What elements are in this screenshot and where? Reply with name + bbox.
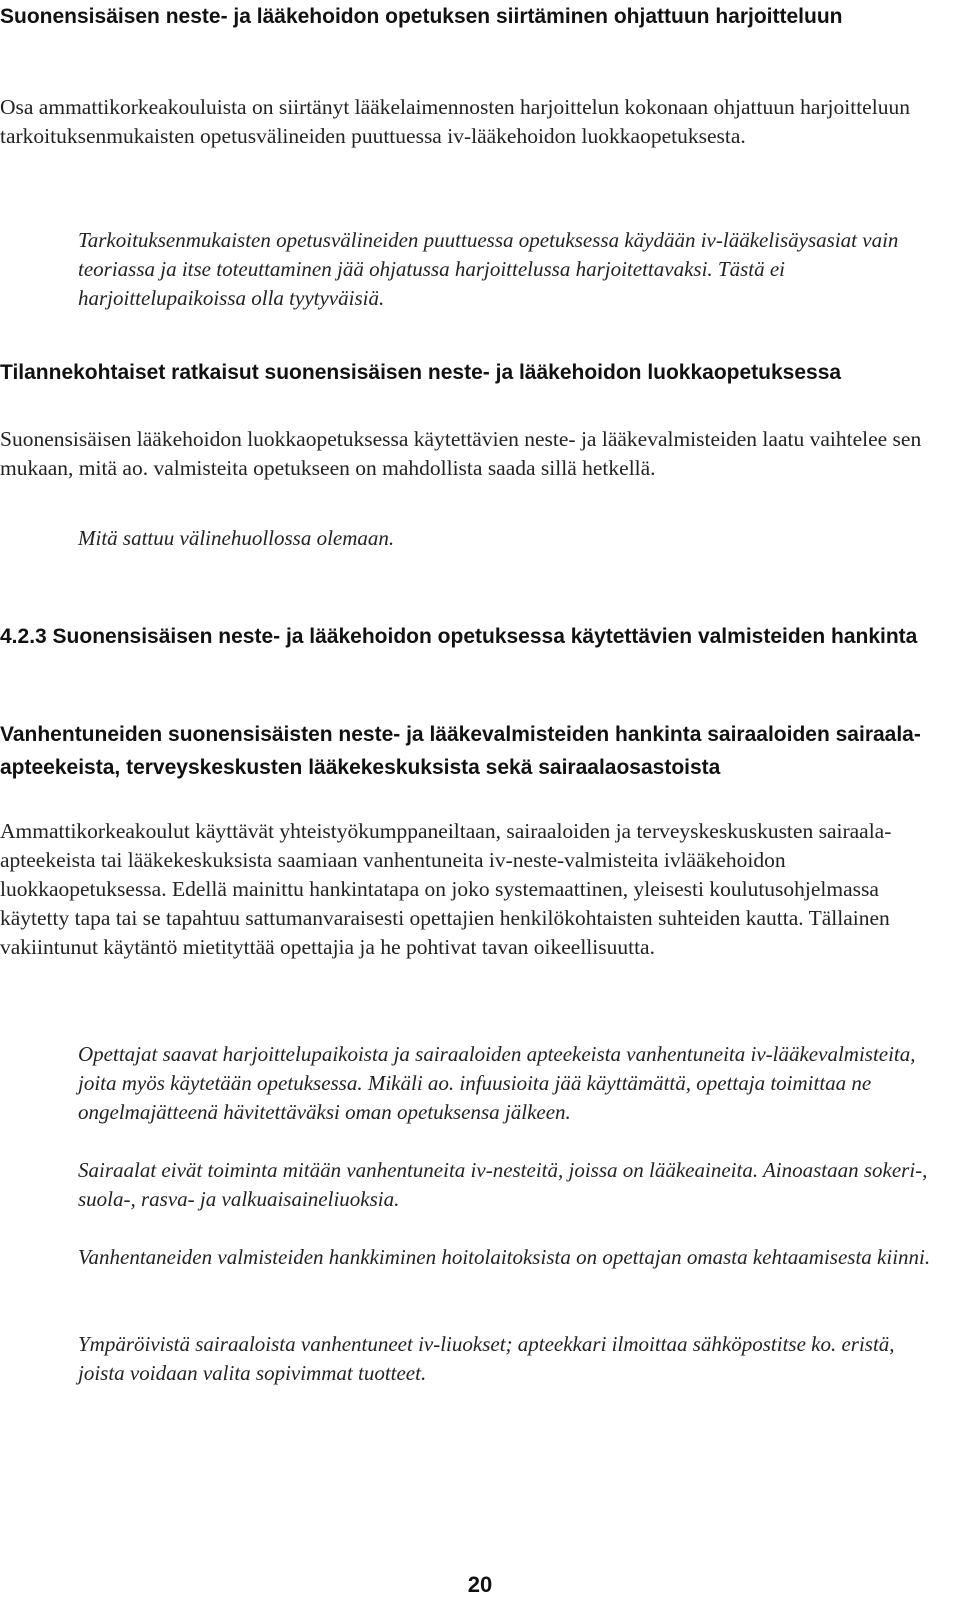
quote-paragraph: Mitä sattuu välinehuollossa olemaan. — [78, 526, 395, 550]
section-heading: Tilannekohtaiset ratkaisut suonensisäisen neste- ja lääkehoidon luokkaopetuksessa — [0, 361, 842, 384]
body-paragraph: Suonensisäisen lääkehoidon luokkaopetuksessa käytettävien neste- ja lääkevalmisteiden laatu vaihtelee sen mukaan, mitä ao. valmisteita opetukseen on mahdollista saada sillä hetkellä. — [0, 427, 922, 480]
quote-paragraph: Ympäröivistä sairaaloista vanhentuneet iv-liuokset; apteekkari ilmoittaa sähköpostitse ko. eristä, joista voidaan valita sopivimmat tuotteet. — [78, 1332, 895, 1385]
quote-paragraph: Vanhentaneiden valmisteiden hankkiminen hoitolaitoksista on opettajan omasta kehtaamisesta kiinni. — [78, 1245, 931, 1269]
body-paragraph: Ammattikorkeakoulut käyttävät yhteistyökumppaneiltaan, sairaaloiden ja terveyskeskuskusten sairaala-apteekeista tai lääkekeskuksista saamiaan vanhentuneita iv-neste-valmisteita ivlääkehoidon luokkaopetuksessa. Edellä mainittu hankintatapa on joko systemaattinen, yleisesti koulutusohjelmassa käytetty tapa tai se tapahtuu sattumanvaraisesti opettajien henkilökohtaisten suhteiden kautta. Tällainen vakiintunut käytäntö mietityttää opettajia ja he pohtivat tavan oikeellisuutta. — [0, 819, 892, 959]
body-paragraph: Osa ammattikorkeakouluista on siirtänyt lääkelaimennosten harjoittelun kokonaan ohjattuun harjoitteluun tarkoituksenmukaisten opetusvälineiden puuttuessa iv-lääkehoidon luokkaopetuksesta. — [0, 95, 910, 148]
quote-paragraph: Opettajat saavat harjoittelupaikoista ja sairaaloiden apteekeista vanhentuneita iv-lääkevalmisteita, joita myös käytetään opetuksessa. Mikäli ao. infuusioita jää käyttämättä, opettaja toimittaa ne ongelmajätteenä hävitettäväksi oman opetuksensa jälkeen. — [78, 1042, 916, 1124]
quote-paragraph: Sairaalat eivät toiminta mitään vanhentuneita iv-nesteitä, joissa on lääkeaineita. Ainoastaan sokeri-, suola-, rasva- ja valkuaisaineliuoksia. — [78, 1158, 928, 1211]
chapter-heading: 4.2.3 Suonensisäisen neste- ja lääkehoidon opetuksessa käytettävien valmisteiden hankinta — [0, 625, 918, 648]
page-number: 20 — [467, 1572, 493, 1597]
quote-paragraph: Tarkoituksenmukaisten opetusvälineiden puuttuessa opetuksessa käydään iv-lääkelisäysasiat vain teoriassa ja itse toteuttaminen jää ohjatussa harjoittelussa harjoitettavaksi. Tästä ei harjoittelupaikoissa olla tyytyväisiä. — [78, 228, 899, 310]
section-heading: Vanhentuneiden suonensisäisten neste- ja lääkevalmisteiden hankinta sairaaloiden sairaala-apteekeista, terveyskeskusten lääkekeskuksista sekä sairaalaosastoista — [0, 723, 921, 779]
section-heading: Suonensisäisen neste- ja lääkehoidon opetuksen siirtäminen ohjattuun harjoitteluun — [0, 5, 843, 28]
